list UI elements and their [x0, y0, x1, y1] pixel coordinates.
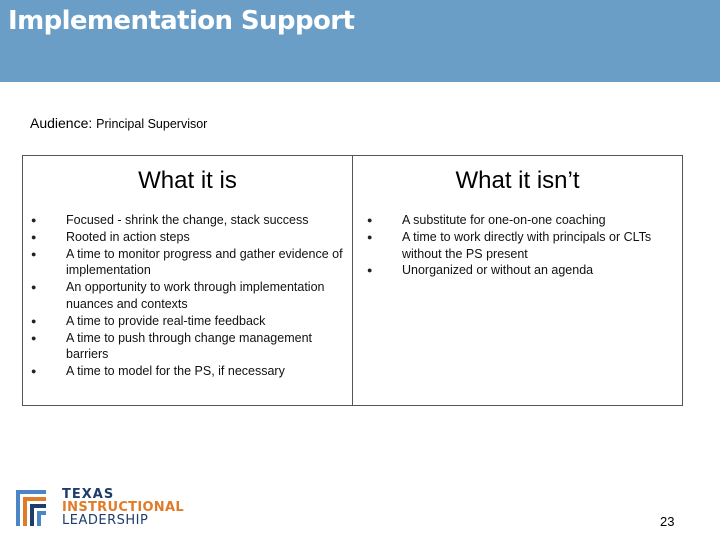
list-item-text: Focused - shrink the change, stack success: [66, 213, 309, 227]
bullet-icon: ●: [31, 282, 37, 293]
list-item: [367, 229, 667, 263]
list-item-text: A time to work directly with principals or CLTs without the PS present: [402, 229, 652, 261]
bullet-icon: ●: [31, 248, 37, 259]
bullet-icon: ●: [367, 231, 373, 242]
texas-instructional-leadership-logo: [16, 488, 206, 528]
logo-line-texas: TEXAS: [62, 487, 115, 502]
what-it-is-column: [23, 156, 353, 405]
list-item: [31, 279, 347, 313]
logo-line-instructional: INSTRUCTIONAL: [62, 500, 184, 515]
what-it-is-heading: What it is: [138, 167, 237, 194]
list-item: [31, 212, 347, 229]
list-item: [31, 363, 347, 380]
what-it-isnt-heading: What it isn’t: [455, 167, 580, 194]
list-item: [31, 330, 347, 364]
list-item-text: A time to push through change management barriers: [66, 330, 312, 362]
audience-label: Audience:: [30, 115, 93, 131]
list-item-text: A time to monitor progress and gather evidence of implementation: [66, 246, 343, 278]
what-it-isnt-list: [367, 212, 667, 279]
list-item: [367, 262, 667, 279]
page-number: 23: [660, 514, 675, 529]
bullet-icon: ●: [31, 366, 37, 377]
header-band: [0, 0, 720, 82]
list-item-text: A time to model for the PS, if necessary: [66, 364, 285, 379]
list-item: [367, 212, 667, 229]
bullet-icon: ●: [31, 215, 37, 225]
bullet-icon: ●: [31, 231, 37, 242]
bullet-icon: ●: [31, 332, 37, 343]
audience-line: [30, 115, 207, 131]
list-item: [31, 246, 347, 280]
slide-title: Implementation Support: [8, 6, 355, 36]
list-item: [31, 229, 347, 246]
list-item-text: Unorganized or without an agenda: [402, 263, 594, 278]
list-item-text: An opportunity to work through implementation nuances and contexts: [66, 280, 325, 311]
what-it-isnt-column: [353, 156, 682, 405]
logo-line-leadership: LEADERSHIP: [62, 513, 149, 528]
logo-wordmark: [62, 488, 184, 527]
bullet-icon: ●: [367, 265, 373, 276]
list-item: [31, 313, 347, 330]
bullet-icon: ●: [31, 315, 37, 326]
list-item-text: A time to provide real-time feedback: [66, 313, 266, 328]
list-item-text: A substitute for one-on-one coaching: [402, 213, 606, 227]
list-item-text: Rooted in action steps: [66, 229, 190, 244]
logo-mark-icon: [16, 488, 56, 528]
comparison-table: [22, 155, 683, 406]
bullet-icon: ●: [367, 215, 373, 225]
audience-value: Principal Supervisor: [96, 117, 208, 131]
what-it-is-list: [31, 212, 347, 380]
